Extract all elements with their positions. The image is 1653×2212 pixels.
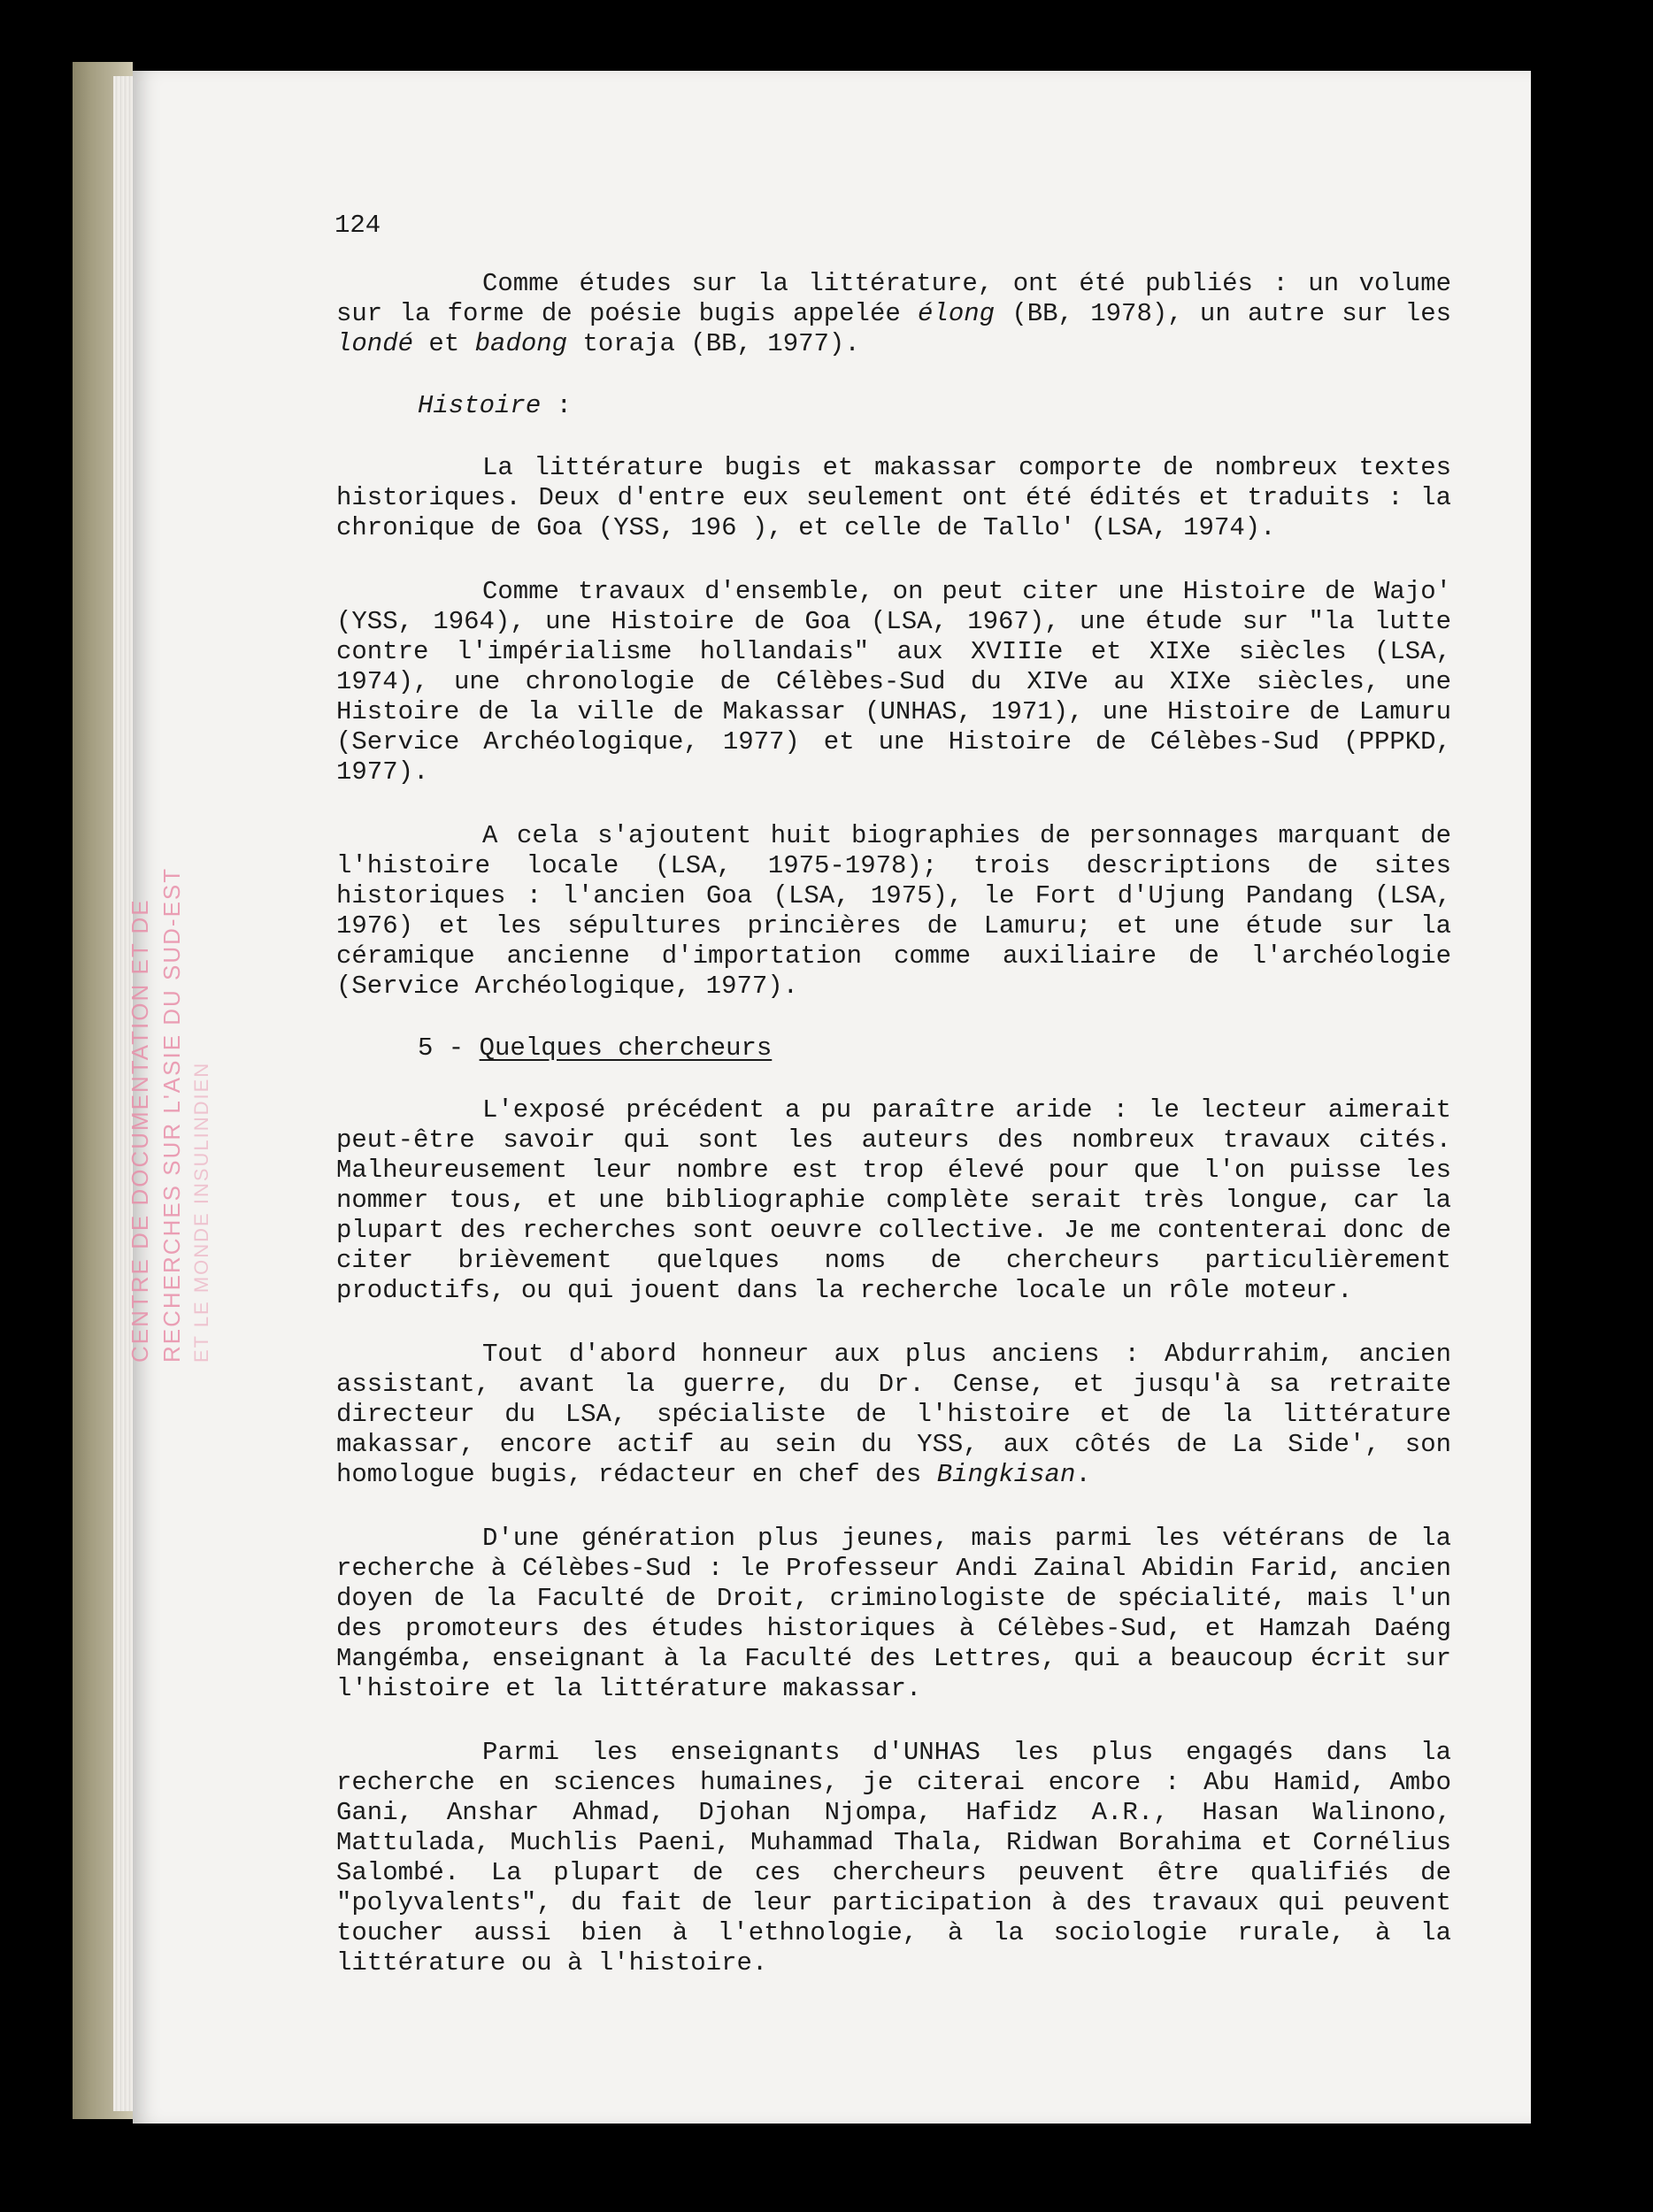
library-stamp [119, 866, 226, 1380]
page-number: 124 [334, 211, 381, 240]
paragraph-travaux-ensemble: Comme travaux d'ensemble, on peut citer une Histoire de Wajo' (YSS, 1964), une Histoire de Goa (LSA, 1967), une étude sur "la lutte contre l'impérialisme hollandais" aux XVIIIe et XIXe siècles (LSA, 1974), une chronologie de Célèbes-Sud du XIVe au XIXe siècles, une Histoire de la ville de Makassar (UNHAS, 1971), une Histoire de Lamuru (Service Archéologique, 1977) et une Histoire de Célèbes-Sud (PPPKD, 1977). [336, 577, 1451, 787]
paragraph-biographies: A cela s'ajoutent huit biographies de personnages marquant de l'histoire locale (LSA, 1975-1978); trois descriptions de sites historiques : l'ancien Goa (LSA, 1975), le Fort d'Ujung Pandang (LSA, 1976) et les sépultures princières de Lamuru; et une étude sur la céramique ancienne d'importation comme auxiliaire de l'archéologie (Service Archéologique, 1977). [336, 821, 1451, 1001]
stamp-line-3: ET LE MONDE INSULINDIEN [190, 1061, 212, 1363]
paragraph-expose: L'exposé précédent a pu paraître aride : le lecteur aimerait peut-être savoir qui sont les auteurs des nombreux travaux cités. Malheureusement leur nombre est trop élevé pour que l'on puisse les nommer tous, et une bibliographie complète serait très longue, car la plupart des recherches sont oeuvre collective. Je me contenterai donc de citer brièvement quelques noms de chercheurs particulièrement productifs, ou qui jouent dans la recherche locale un rôle moteur. [336, 1095, 1451, 1305]
paragraph-histoire-texts: La littérature bugis et makassar comporte de nombreux textes historiques. Deux d'entre eux seulement ont été édités et traduits : la chronique de Goa (YSS, 196 ), et celle de Tallo' (LSA, 1974). [336, 453, 1451, 542]
paragraph-generation: D'une génération plus jeunes, mais parmi les vétérans de la recherche à Célèbes-Sud : le Professeur Andi Zainal Abidin Farid, ancien doyen de la Faculté de Droit, criminologiste de spécialité, mais l'un des promoteurs des études historiques à Célèbes-Sud, et Hamzah Daéng Mangémba, enseignant à la Faculté des Lettres, qui a beaucoup écrit sur l'histoire et la littérature makassar. [336, 1524, 1451, 1703]
paragraph-literature: Comme études sur la littérature, ont été publiés : un volume sur la forme de poésie bugis appelée élong (BB, 1978), un autre sur les londé et badong toraja (BB, 1977). [336, 269, 1452, 358]
heading-histoire: Histoire : [418, 391, 573, 420]
stamp-line-2: RECHERCHES SUR L'ASIE DU SUD-EST [158, 866, 185, 1363]
body-text [336, 209, 1451, 1978]
section-heading-chercheurs: 5 - Quelques chercheurs [418, 1033, 773, 1063]
stamp-line-1: CENTRE DE DOCUMENTATION ET DE [127, 898, 153, 1363]
paragraph-enseignants: Parmi les enseignants d'UNHAS les plus engagés dans la recherche en sciences humaines, je citerai encore : Abu Hamid, Ambo Gani, Anshar Ahmad, Djohan Njompa, Hafidz A.R., Hasan Walinono, Mattulada, Muchlis Paeni, Muhammad Thala, Ridwan Borahima et Cornélius Salombé. La plupart de ces chercheurs peuvent être qualifiés de "polyvalents", du fait de leur participation à des travaux qui peuvent toucher aussi bien à l'ethnologie, à la sociologie rurale, à la littérature ou à l'histoire. [336, 1738, 1451, 1978]
paragraph-anciens: Tout d'abord honneur aux plus anciens : Abdurrahim, ancien assistant, avant la guerre, du Dr. Cense, et jusqu'à sa retraite directeur du LSA, spécialiste de l'histoire et de la littérature makassar, encore actif au sein du YSS, aux côtés de La Side', son homologue bugis, rédacteur en chef des Bingkisan. [336, 1340, 1451, 1489]
